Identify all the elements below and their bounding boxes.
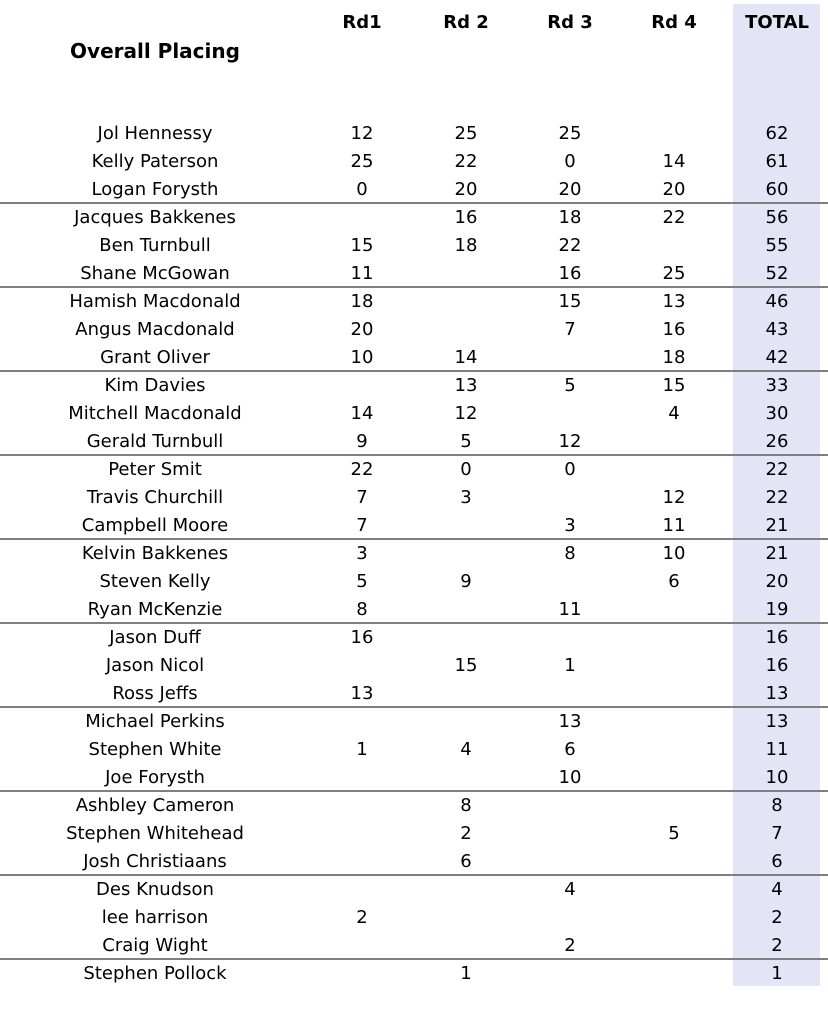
rd2-score: 5 <box>460 431 472 452</box>
rd2-score <box>414 316 518 344</box>
rd2-score: 2 <box>460 823 472 844</box>
table-body <box>0 120 828 988</box>
total-score: 60 <box>765 179 789 200</box>
table-row <box>0 120 828 148</box>
total-score: 13 <box>765 683 789 704</box>
table-row <box>0 176 828 204</box>
rd2-score: 3 <box>460 487 472 508</box>
table-row <box>0 344 828 372</box>
player-name: Jason Duff <box>109 627 201 648</box>
total-score: 2 <box>771 935 783 956</box>
table-row <box>0 764 828 792</box>
rd4-score: 5 <box>668 823 680 844</box>
rd2-score <box>414 512 518 540</box>
rd1-score: 7 <box>356 515 368 536</box>
total-score: 2 <box>771 907 783 928</box>
total-score: 10 <box>765 767 789 788</box>
player-name: Ben Turnbull <box>99 235 211 256</box>
rd4-score <box>622 652 726 680</box>
rd3-score: 13 <box>558 711 582 732</box>
rd3-score <box>518 568 622 596</box>
player-name: lee harrison <box>101 907 209 928</box>
total-score: 19 <box>765 599 789 620</box>
player-name: Jason Nicol <box>105 655 205 676</box>
total-score: 20 <box>765 571 789 592</box>
rd1-score: 15 <box>350 235 374 256</box>
total-score: 16 <box>765 655 789 676</box>
rd2-score: 20 <box>454 179 478 200</box>
rd1-score <box>310 708 414 736</box>
rd1-score <box>310 372 414 400</box>
player-name: Campbell Moore <box>81 515 229 536</box>
rd3-score <box>518 960 622 988</box>
table-row <box>0 596 828 624</box>
table-row <box>0 428 828 456</box>
rd4-score <box>622 736 726 764</box>
rd1-score: 5 <box>356 571 368 592</box>
rd1-score <box>310 792 414 820</box>
rd2-score <box>414 288 518 316</box>
rd1-score: 8 <box>356 599 368 620</box>
player-name: Gerald Turnbull <box>86 431 224 452</box>
rd2-score <box>414 596 518 624</box>
rd3-score: 12 <box>558 431 582 452</box>
player-name: Hamish Macdonald <box>69 291 241 312</box>
table-row <box>0 960 828 988</box>
rd1-score: 1 <box>356 739 368 760</box>
rd3-score: 20 <box>558 179 582 200</box>
table-row <box>0 400 828 428</box>
player-name: Kelvin Bakkenes <box>81 543 229 564</box>
rd2-score: 0 <box>460 459 472 480</box>
player-name: Travis Churchill <box>86 487 224 508</box>
rd1-score <box>310 204 414 232</box>
rd3-score: 16 <box>558 263 582 284</box>
rd3-score: 4 <box>564 879 576 900</box>
rd1-score <box>310 652 414 680</box>
page-title: Overall Placing <box>70 39 240 63</box>
rd1-score: 2 <box>356 907 368 928</box>
rd1-score: 7 <box>356 487 368 508</box>
rd3-score: 15 <box>558 291 582 312</box>
table-row <box>0 484 828 512</box>
table-row <box>0 456 828 484</box>
table-row <box>0 708 828 736</box>
rd2-score: 6 <box>460 851 472 872</box>
rd3-score <box>518 624 622 652</box>
player-name: Des Knudson <box>96 879 214 900</box>
rd2-score <box>414 764 518 792</box>
player-name: Ross Jeffs <box>112 683 198 704</box>
table-row <box>0 680 828 708</box>
total-score: 26 <box>765 431 789 452</box>
total-score: 6 <box>771 851 783 872</box>
table-row <box>0 512 828 540</box>
table-row <box>0 736 828 764</box>
player-name: Jol Hennessy <box>97 123 213 144</box>
player-name: Mitchell Macdonald <box>68 403 242 424</box>
rd4-score: 13 <box>662 291 686 312</box>
player-name: Kim Davies <box>104 375 206 396</box>
player-name: Ashbley Cameron <box>75 795 235 816</box>
rd4-score <box>622 232 726 260</box>
player-name: Stephen Pollock <box>83 963 227 984</box>
total-score: 56 <box>765 207 789 228</box>
rd1-score: 22 <box>350 459 374 480</box>
rd3-score: 8 <box>564 543 576 564</box>
rd2-score: 15 <box>454 655 478 676</box>
rd3-score: 22 <box>558 235 582 256</box>
rd4-score <box>622 456 726 484</box>
rd1-score: 16 <box>350 627 374 648</box>
table-row <box>0 540 828 568</box>
rd3-score <box>518 820 622 848</box>
player-name: Shane McGowan <box>80 263 230 284</box>
rd3-score: 7 <box>564 319 576 340</box>
table-row <box>0 876 828 904</box>
rd4-score <box>622 596 726 624</box>
total-score: 61 <box>765 151 789 172</box>
rd4-score: 11 <box>662 515 686 536</box>
rd3-score <box>518 484 622 512</box>
rd2-score <box>414 540 518 568</box>
rd2-score: 8 <box>460 795 472 816</box>
rd1-score <box>310 876 414 904</box>
header-row <box>0 9 828 37</box>
total-score: 11 <box>765 739 789 760</box>
rd2-score <box>414 876 518 904</box>
total-score: 16 <box>765 627 789 648</box>
player-name: Kelly Paterson <box>91 151 219 172</box>
player-name: Grant Oliver <box>100 347 210 368</box>
rd3-score: 3 <box>564 515 576 536</box>
rd2-score: 12 <box>454 403 478 424</box>
rd4-score <box>622 680 726 708</box>
total-score: 30 <box>765 403 789 424</box>
rd1-score: 20 <box>350 319 374 340</box>
rd1-score: 13 <box>350 683 374 704</box>
rd2-score <box>414 260 518 288</box>
player-name: Angus Macdonald <box>75 319 235 340</box>
rd4-score <box>622 876 726 904</box>
player-name: Peter Smit <box>108 459 202 480</box>
table-row <box>0 316 828 344</box>
player-name: Steven Kelly <box>99 571 211 592</box>
total-score: 42 <box>765 347 789 368</box>
table-row <box>0 904 828 932</box>
rd3-score: 1 <box>564 655 576 676</box>
rd3-score: 18 <box>558 207 582 228</box>
rd1-score: 25 <box>350 151 374 172</box>
total-score: 4 <box>771 879 783 900</box>
rd2-score: 22 <box>454 151 478 172</box>
rd4-score <box>622 624 726 652</box>
rd1-score: 3 <box>356 543 368 564</box>
rd3-score <box>518 400 622 428</box>
table-row <box>0 372 828 400</box>
rd4-score: 20 <box>662 179 686 200</box>
total-score: 7 <box>771 823 783 844</box>
rd4-score <box>622 960 726 988</box>
rd2-score <box>414 680 518 708</box>
rd4-score <box>622 764 726 792</box>
column-header-rd1: Rd1 <box>342 12 382 33</box>
table-row <box>0 848 828 876</box>
rd1-score: 18 <box>350 291 374 312</box>
rd3-score: 10 <box>558 767 582 788</box>
total-score: 13 <box>765 711 789 732</box>
player-name: Josh Christiaans <box>83 851 227 872</box>
total-score: 33 <box>765 375 789 396</box>
rd2-score: 18 <box>454 235 478 256</box>
player-name: Stephen White <box>88 739 222 760</box>
player-name: Logan Forysth <box>91 179 219 200</box>
total-score: 52 <box>765 263 789 284</box>
table-row <box>0 820 828 848</box>
rd3-score <box>518 792 622 820</box>
rd1-score <box>310 820 414 848</box>
rd2-score: 13 <box>454 375 478 396</box>
rd1-score: 0 <box>356 179 368 200</box>
rd1-score: 14 <box>350 403 374 424</box>
rd4-score <box>622 708 726 736</box>
player-name: Joe Forysth <box>105 767 205 788</box>
rd2-score: 4 <box>460 739 472 760</box>
rd3-score <box>518 680 622 708</box>
rd1-score: 12 <box>350 123 374 144</box>
table-row <box>0 148 828 176</box>
rd4-score: 18 <box>662 347 686 368</box>
rd2-score <box>414 624 518 652</box>
rd4-score: 22 <box>662 207 686 228</box>
rd2-score: 9 <box>460 571 472 592</box>
name-column-header-spacer <box>0 9 310 37</box>
rd3-score: 25 <box>558 123 582 144</box>
rd3-score <box>518 344 622 372</box>
total-score: 8 <box>771 795 783 816</box>
rd1-score: 10 <box>350 347 374 368</box>
rd4-score: 12 <box>662 487 686 508</box>
table-row <box>0 232 828 260</box>
total-score: 22 <box>765 459 789 480</box>
total-score: 46 <box>765 291 789 312</box>
total-score: 1 <box>771 963 783 984</box>
rd2-score <box>414 932 518 960</box>
total-score: 21 <box>765 515 789 536</box>
rd2-score: 14 <box>454 347 478 368</box>
rd4-score: 14 <box>662 151 686 172</box>
rd1-score <box>310 848 414 876</box>
rd4-score <box>622 932 726 960</box>
rd4-score: 4 <box>668 403 680 424</box>
player-name: Stephen Whitehead <box>66 823 244 844</box>
player-name: Ryan McKenzie <box>87 599 223 620</box>
total-score: 22 <box>765 487 789 508</box>
title-row <box>0 37 828 65</box>
column-header-rd3: Rd 3 <box>547 12 593 33</box>
rd3-score <box>518 848 622 876</box>
player-name: Jacques Bakkenes <box>74 207 236 228</box>
rd1-score <box>310 932 414 960</box>
rd3-score: 5 <box>564 375 576 396</box>
total-score: 21 <box>765 543 789 564</box>
rd4-score <box>622 904 726 932</box>
rd4-score <box>622 120 726 148</box>
rd4-score <box>622 848 726 876</box>
rd4-score <box>622 792 726 820</box>
total-score: 62 <box>765 123 789 144</box>
rd2-score: 16 <box>454 207 478 228</box>
rd1-score <box>310 960 414 988</box>
rd3-score: 11 <box>558 599 582 620</box>
column-header-total: TOTAL <box>745 12 809 33</box>
table-row <box>0 624 828 652</box>
total-score: 43 <box>765 319 789 340</box>
table-row <box>0 288 828 316</box>
rd3-score: 0 <box>564 459 576 480</box>
table-row <box>0 932 828 960</box>
table-row <box>0 204 828 232</box>
rd4-score: 25 <box>662 263 686 284</box>
column-header-rd2: Rd 2 <box>443 12 489 33</box>
player-name: Michael Perkins <box>85 711 225 732</box>
table-row <box>0 260 828 288</box>
rd3-score: 2 <box>564 935 576 956</box>
rd2-score: 25 <box>454 123 478 144</box>
rd3-score: 0 <box>564 151 576 172</box>
rd4-score: 6 <box>668 571 680 592</box>
rd3-score: 6 <box>564 739 576 760</box>
total-score: 55 <box>765 235 789 256</box>
rd3-score <box>518 904 622 932</box>
table-row <box>0 568 828 596</box>
rd2-score: 1 <box>460 963 472 984</box>
rd2-score <box>414 708 518 736</box>
rd4-score: 15 <box>662 375 686 396</box>
rd1-score: 11 <box>350 263 374 284</box>
column-header-rd4: Rd 4 <box>651 12 697 33</box>
rd1-score <box>310 764 414 792</box>
table-row <box>0 792 828 820</box>
rd1-score: 9 <box>356 431 368 452</box>
rd4-score <box>622 428 726 456</box>
player-name: Craig Wight <box>102 935 208 956</box>
table-row <box>0 652 828 680</box>
rd4-score: 10 <box>662 543 686 564</box>
rd4-score: 16 <box>662 319 686 340</box>
rd2-score <box>414 904 518 932</box>
